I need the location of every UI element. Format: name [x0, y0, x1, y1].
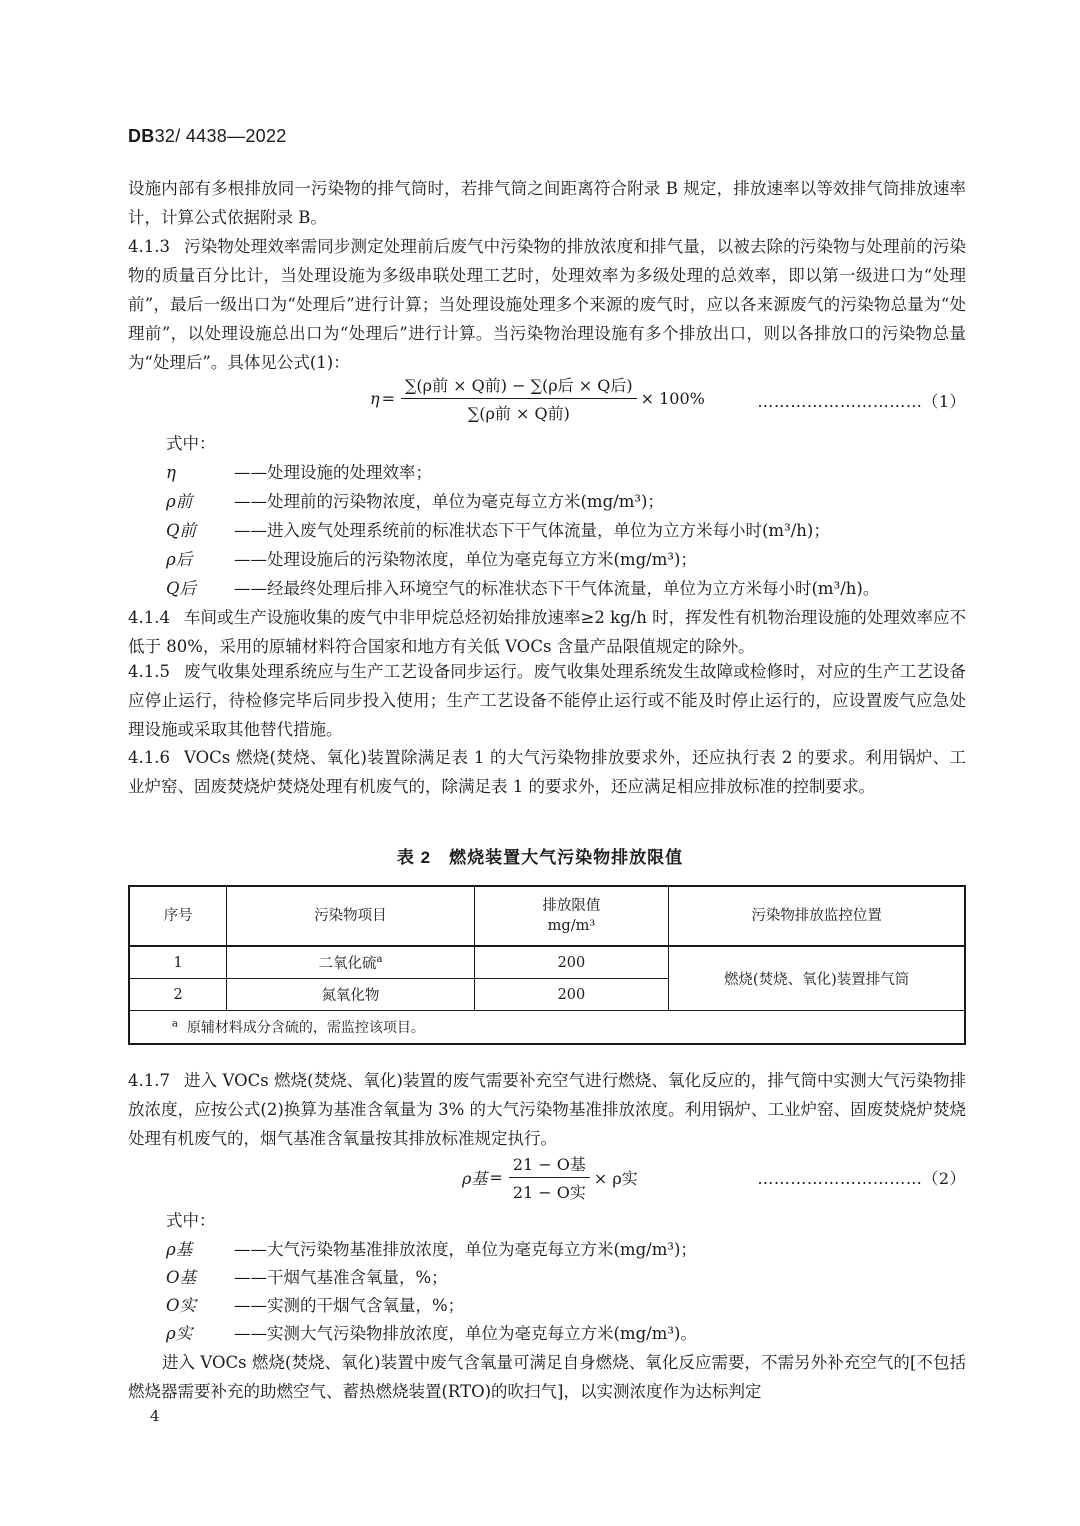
- definition-item: η ——处理设施的处理效率；: [166, 463, 432, 482]
- formula-2: ρ基 = $\frac{\text{21 − O基}}{\text{21 − O实}}$ × ρ实: [462, 1152, 638, 1203]
- header-limit: 排放限值 mg/m³: [474, 886, 669, 946]
- section-4-1-5: 4.1.5 废气收集处理系统应与生产工艺设备同步运行。废气收集处理系统发生故障或检修时，对应的生产工艺设备应停止运行，待检修完毕后同步投入使用；生产工艺设备不能停止运行或不能及时停止运行的，应设置废气应急处理设施或采取其他替代措施。: [128, 662, 966, 739]
- section-number: 4.1.3: [128, 237, 170, 256]
- header-location: 污染物排放监控位置: [669, 886, 965, 946]
- definition-item: ρ前 ——处理前的污染物浓度，单位为毫克每立方米(mg/m³)；: [166, 492, 664, 511]
- cell-location: 燃烧(焚烧、氧化)装置排气筒: [669, 946, 965, 1011]
- table-row: [129, 946, 965, 979]
- formula-factor: × ρ实: [593, 1169, 638, 1188]
- formula-lhs: η: [370, 389, 380, 408]
- cell-limit: 200: [474, 946, 669, 979]
- cell-limit: 200: [474, 979, 669, 1011]
- formula-factor: × 100%: [640, 389, 705, 408]
- section-4-1-3: 4.1.3 污染物处理效率需同步测定处理前后废气中污染物的排放浓度和排气量，以被去除的污染物与处理前的污染物的质量百分比计，当处理设施为多级串联处理工艺时，处理效率为多级处理的总效率，即以第一级进口为“处理前”，最后一级出口为“处理后”进行计算；当处理设施处理多个来源的废气时，应以各来源废气的污染物总量为“处理前”，以处理设施总出口为“处理后”进行计算。当污染物治理设施有多个排放出口，则以各排放口的污染物总量为“处理后”。具体见公式(1)：: [128, 232, 966, 377]
- header-item: 污染物项目: [227, 886, 474, 946]
- emission-limits-table: [128, 885, 966, 1045]
- equation-tag-2: …………………………（2）: [757, 1169, 966, 1188]
- cell-item: 氮氧化物: [227, 979, 474, 1011]
- defs-title-1: 式中：: [166, 434, 216, 453]
- document-code: DB32/ 4438—2022: [128, 126, 287, 146]
- definition-item: ρ后 ——处理设施后的污染物浓度，单位为毫克每立方米(mg/m³)；: [166, 550, 697, 569]
- formula-lhs: ρ基: [462, 1169, 488, 1188]
- formula-fraction: [509, 1152, 590, 1203]
- equation-tag-1: …………………………（1）: [757, 392, 966, 411]
- page-number: 4: [150, 1407, 160, 1425]
- formula-1: η = $\frac{\text{∑(ρ前 × Q前) − ∑(ρ后 × Q后)}}{\text{∑(ρ前 × Q前)}}$ × 100%: [370, 373, 705, 424]
- header-seq: 序号: [129, 886, 227, 946]
- definition-item: O实 ——实测的干烟气含氧量，%；: [166, 1296, 465, 1315]
- cell-seq: 2: [129, 979, 227, 1011]
- cell-item: 二氧化硫$^a$: [227, 946, 474, 979]
- section-4-1-6: 4.1.6 VOCs 燃烧(焚烧、氧化)装置除满足表 1 的大气污染物排放要求外，还应执行表 2 的要求。利用锅炉、工业炉窑、固废焚烧炉焚烧处理有机废气的，除满足表 1 的要求外，还应满足相应排放标准的控制要求。: [128, 748, 966, 796]
- formula-numerator: 21 − O基: [509, 1152, 590, 1178]
- section-4-1-7: 4.1.7 进入 VOCs 燃烧(焚烧、氧化)装置的废气需要补充空气进行燃烧、氧化反应的，排气筒中实测大气污染物排放浓度，应按公式(2)换算为基准含氧量为 3% 的大气污染物基准排放浓度。利用锅炉、工业炉窑、固废焚烧炉焚烧处理有机废气的，烟气基准含氧量按其排放标准规定执行。: [128, 1071, 966, 1148]
- formula-denominator: 21 − O实: [512, 1183, 586, 1202]
- formula-fraction: [401, 373, 637, 424]
- table-2-title: 表 2 燃烧装置大气污染物排放限值: [396, 848, 684, 867]
- defs-title-2: 式中：: [166, 1211, 216, 1230]
- formula-numerator: ∑(ρ前 × Q前) − ∑(ρ后 × Q后): [401, 373, 637, 399]
- paragraph-intro: 设施内部有多根排放同一污染物的排气筒时，若排气筒之间距离符合附录 B 规定，排放速率以等效排气筒排放速率计，计算公式依据附录 B。: [128, 179, 966, 227]
- table-footnote: $^a$ 原辅材料成分含硫的，需监控该项目。: [129, 1011, 965, 1045]
- paragraph-last: 进入 VOCs 燃烧(焚烧、氧化)装置中废气含氧量可满足自身燃烧、氧化反应需要，不需另外补充空气的[不包括燃烧器需要补充的助燃空气、蓄热燃烧装置(RTO)的吹扫气]，以实测浓度作为达标判定: [128, 1353, 966, 1401]
- definition-item: Q前 ——进入废气处理系统前的标准状态下干气体流量，单位为立方米每小时(m³/h)；: [166, 521, 830, 540]
- definition-item: Q后 ——经最终处理后排入环境空气的标准状态下干气体流量，单位为立方米每小时(m³/h)。: [166, 579, 880, 598]
- definition-item: O基 ——干烟气基准含氧量，%；: [166, 1268, 448, 1287]
- table-header-row: [129, 886, 965, 946]
- definition-item: ρ实 ——实测大气污染物排放浓度，单位为毫克每立方米(mg/m³)。: [166, 1324, 697, 1343]
- definition-item: ρ基 ——大气污染物基准排放浓度，单位为毫克每立方米(mg/m³)；: [166, 1240, 697, 1259]
- section-4-1-4: 4.1.4 车间或生产设施收集的废气中非甲烷总烃初始排放速率≥2 kg/h 时，挥发性有机物治理设施的处理效率应不低于 80%，采用的原辅材料符合国家和地方有关低 VOCs 含量产品限值规定的除外。: [128, 608, 966, 656]
- formula-denominator: ∑(ρ前 × Q前): [467, 404, 570, 423]
- cell-seq: 1: [129, 946, 227, 979]
- table-footnote-row: [129, 1011, 965, 1045]
